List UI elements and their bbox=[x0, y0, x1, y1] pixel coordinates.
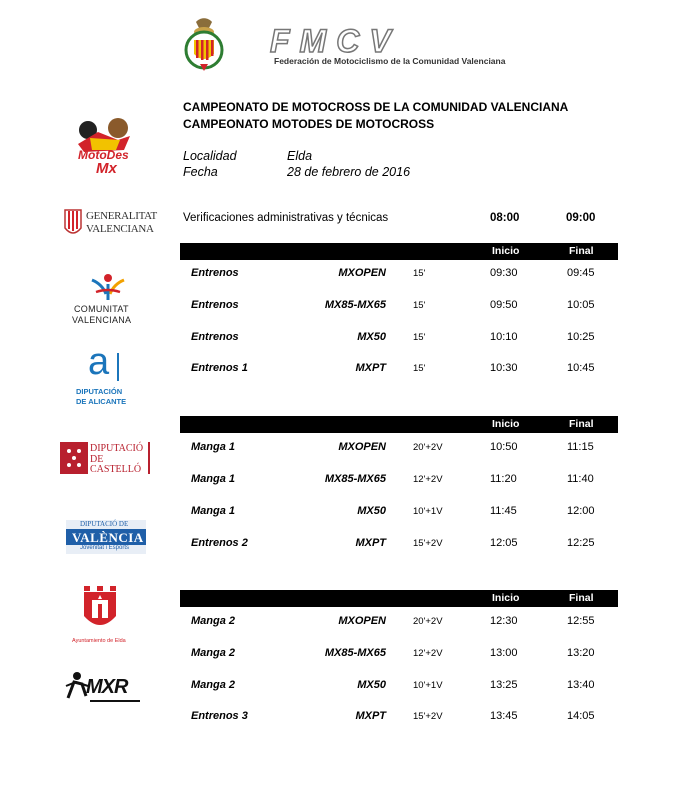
end-cell: 12:55 bbox=[567, 615, 595, 627]
end-cell: 13:40 bbox=[567, 679, 595, 691]
diputacion-alicante-logo bbox=[74, 341, 140, 409]
end-cell: 09:45 bbox=[567, 267, 595, 279]
table-row bbox=[180, 299, 618, 317]
start-cell: 10:50 bbox=[490, 441, 518, 453]
class-cell: MX50 bbox=[357, 331, 386, 343]
table-row bbox=[180, 615, 618, 633]
table-row bbox=[180, 362, 618, 380]
class-cell: MX85-MX65 bbox=[324, 299, 386, 311]
diputacio-valencia-logo bbox=[66, 520, 146, 554]
start-cell: 13:00 bbox=[490, 647, 518, 659]
duration-cell: 10'+1V bbox=[413, 506, 443, 517]
activity-cell: Entrenos 1 bbox=[191, 362, 248, 374]
activity-cell: Manga 2 bbox=[191, 679, 236, 691]
end-cell: 12:25 bbox=[567, 537, 595, 549]
duration-cell: 10'+1V bbox=[413, 680, 443, 691]
motodes-logo-text-2: Mx bbox=[96, 160, 117, 177]
mxr-underline bbox=[90, 700, 140, 702]
duration-cell: 12'+2V bbox=[413, 474, 443, 485]
table-row bbox=[180, 441, 618, 459]
activity-cell: Entrenos 2 bbox=[191, 537, 248, 549]
motodes-logo-text-1: MotoDes bbox=[78, 148, 129, 162]
ayuntamiento-elda-logo bbox=[70, 586, 130, 648]
castello-text-2a: DE bbox=[90, 454, 104, 465]
start-cell: 10:30 bbox=[490, 362, 518, 374]
inicio-header: Inicio bbox=[492, 592, 520, 604]
start-cell: 12:05 bbox=[490, 537, 518, 549]
table-row bbox=[180, 537, 618, 555]
class-cell: MX85-MX65 bbox=[324, 473, 386, 485]
class-cell: MXOPEN bbox=[338, 441, 386, 453]
table-row bbox=[180, 679, 618, 697]
fmcv-full-name: Federación de Motociclismo de la Comunidad Valenciana bbox=[274, 56, 506, 66]
verification-label: Verificaciones administrativas y técnicas bbox=[183, 212, 389, 224]
table-row bbox=[180, 473, 618, 491]
localidad-value: Elda bbox=[287, 149, 313, 163]
end-cell: 10:25 bbox=[567, 331, 595, 343]
comunitat-valenciana-logo bbox=[68, 272, 150, 326]
table-row bbox=[180, 267, 618, 285]
duration-cell: 15' bbox=[413, 300, 426, 311]
castello-divider bbox=[148, 442, 150, 474]
table-row bbox=[180, 647, 618, 665]
class-cell: MX50 bbox=[357, 505, 386, 517]
class-cell: MXOPEN bbox=[338, 615, 386, 627]
schedule-header-bar-2 bbox=[180, 416, 618, 433]
activity-cell: Entrenos bbox=[191, 299, 239, 311]
class-cell: MXPT bbox=[355, 710, 386, 722]
activity-cell: Manga 2 bbox=[191, 615, 236, 627]
generalitat-text-1: GENERALITAT bbox=[86, 210, 157, 222]
verification-start: 08:00 bbox=[490, 212, 520, 224]
end-cell: 13:20 bbox=[567, 647, 595, 659]
alicante-bar-icon bbox=[117, 353, 119, 381]
championship-title: CAMPEONATO DE MOTOCROSS DE LA COMUNIDAD VALENCIANA bbox=[183, 100, 569, 114]
start-cell: 11:20 bbox=[490, 473, 517, 485]
activity-cell: Manga 1 bbox=[191, 441, 236, 453]
class-cell: MX85-MX65 bbox=[324, 647, 386, 659]
fmcv-logo: FMCV bbox=[270, 23, 401, 59]
class-cell: MXPT bbox=[355, 362, 386, 374]
fecha-label: Fecha bbox=[183, 165, 218, 179]
diputacio-castello-logo bbox=[60, 442, 152, 476]
end-cell: 11:15 bbox=[567, 441, 594, 453]
valencia-crest-logo bbox=[182, 18, 226, 72]
duration-cell: 20'+2V bbox=[413, 442, 443, 453]
castello-text-3: CASTELLÓ bbox=[90, 464, 142, 475]
start-cell: 12:30 bbox=[490, 615, 518, 627]
valencia-text-1: DIPUTACIÓ DE bbox=[80, 520, 129, 528]
duration-cell: 15' bbox=[413, 268, 426, 279]
end-cell: 14:05 bbox=[567, 710, 595, 722]
alicante-symbol-icon: a bbox=[88, 341, 110, 383]
end-cell: 10:45 bbox=[567, 362, 595, 374]
comunitat-text-1: COMUNITAT bbox=[74, 304, 129, 314]
table-row bbox=[180, 710, 618, 728]
start-cell: 10:10 bbox=[490, 331, 518, 343]
start-cell: 09:50 bbox=[490, 299, 518, 311]
duration-cell: 15' bbox=[413, 363, 426, 374]
duration-cell: 12'+2V bbox=[413, 648, 443, 659]
valencia-text-3: Jovenitat i Esports bbox=[80, 545, 130, 551]
end-cell: 10:05 bbox=[567, 299, 595, 311]
table-row bbox=[180, 331, 618, 349]
class-cell: MX50 bbox=[357, 679, 386, 691]
start-cell: 09:30 bbox=[490, 267, 518, 279]
final-header: Final bbox=[569, 245, 594, 257]
activity-cell: Entrenos bbox=[191, 331, 239, 343]
castello-text-1: DIPUTACIÓ bbox=[90, 443, 144, 454]
final-header: Final bbox=[569, 592, 594, 604]
motodes-title: CAMPEONATO MOTODES DE MOTOCROSS bbox=[183, 117, 435, 131]
schedule-header-bar-3 bbox=[180, 590, 618, 607]
localidad-label: Localidad bbox=[183, 149, 237, 163]
inicio-header: Inicio bbox=[492, 418, 520, 430]
verification-end: 09:00 bbox=[566, 212, 596, 224]
activity-cell: Manga 1 bbox=[191, 505, 236, 517]
alicante-text-2: DE ALICANTE bbox=[76, 397, 127, 406]
valencia-text-2: VALÈNCIA bbox=[72, 530, 144, 545]
final-header: Final bbox=[569, 418, 594, 430]
start-cell: 13:25 bbox=[490, 679, 518, 691]
end-cell: 11:40 bbox=[567, 473, 594, 485]
start-cell: 13:45 bbox=[490, 710, 518, 722]
activity-cell: Entrenos 3 bbox=[191, 710, 248, 722]
end-cell: 12:00 bbox=[567, 505, 595, 517]
table-row bbox=[180, 505, 618, 523]
activity-cell: Entrenos bbox=[191, 267, 239, 279]
schedule-header-bar-1 bbox=[180, 243, 618, 260]
mxr-text: MXR bbox=[86, 676, 128, 698]
duration-cell: 15' bbox=[413, 332, 426, 343]
start-cell: 11:45 bbox=[490, 505, 517, 517]
alicante-text-1: DIPUTACIÓN bbox=[76, 387, 123, 396]
class-cell: MXOPEN bbox=[338, 267, 386, 279]
comunitat-text-2: VALENCIANA bbox=[72, 315, 132, 325]
duration-cell: 15'+2V bbox=[413, 538, 443, 549]
inicio-header: Inicio bbox=[492, 245, 520, 257]
generalitat-text-2: VALENCIANA bbox=[86, 223, 154, 235]
mxr-logo bbox=[64, 670, 146, 710]
activity-cell: Manga 2 bbox=[191, 647, 236, 659]
class-cell: MXPT bbox=[355, 537, 386, 549]
generalitat-logo bbox=[62, 206, 157, 242]
motodes-logo bbox=[70, 114, 140, 178]
duration-cell: 15'+2V bbox=[413, 711, 443, 722]
elda-caption: Ayuntamiento de Elda bbox=[72, 638, 126, 644]
activity-cell: Manga 1 bbox=[191, 473, 236, 485]
fecha-value: 28 de febrero de 2016 bbox=[287, 165, 411, 179]
castello-emblem-icon bbox=[60, 442, 88, 474]
duration-cell: 20'+2V bbox=[413, 616, 443, 627]
